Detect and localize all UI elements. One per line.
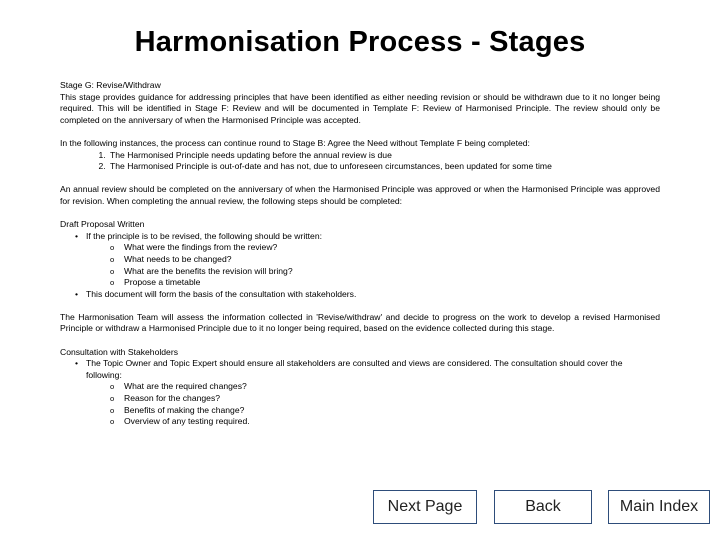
page-title: Harmonisation Process - Stages — [134, 26, 586, 58]
draft-list — [60, 231, 660, 301]
consultation-sub-list — [86, 381, 354, 427]
next-page-button[interactable]: Next Page — [373, 490, 477, 524]
list-item: 1. The Harmonised Principle needs updating before the annual review is due — [108, 150, 660, 162]
instances-lead: In the following instances, the process can continue round to Stage B: Agree the Need without Template F being completed: — [60, 137, 530, 148]
consultation-bullet-1: The Topic Owner and Topic Expert should ensure all stakeholders are consulted and views are considered. The consultation should cover the following: — [86, 358, 623, 380]
list-item: o What are the benefits the revision will bring? — [124, 266, 660, 278]
intro-paragraph: This stage provides guidance for addressing principles that have been identified as either needing revision or should be withdrawn due to it no longer being required. This will be identified in Stage F: Review and will be documented in Template F: Review of Harmonised Principle. The review should only be completed on the anniversary of when the Harmonised Principle was accepted. — [60, 91, 660, 125]
main-index-button[interactable]: Main Index — [608, 490, 710, 524]
consultation-heading: Consultation with Stakeholders — [60, 346, 178, 357]
assessment-paragraph: The Harmonisation Team will assess the information collected in 'Revise/withdraw' and decide to progress on the work to develop a revised Harmonised Principle or withdraw a Harmonised Principle due to it no longer being required, based on the evidence collected during this stage. — [60, 311, 660, 334]
annual-review-paragraph: An annual review should be completed on the anniversary of when the Harmonised Principle was approved or when the Harmonised Principle was approved for revision. When completing the annual review, the following steps should be completed: — [60, 184, 660, 206]
list-item: o Benefits of making the change? — [124, 405, 354, 417]
consultation-list — [60, 358, 660, 428]
list-item: o Overview of any testing required. — [124, 416, 354, 428]
back-button[interactable]: Back — [494, 490, 592, 524]
list-item: o Reason for the changes? — [124, 393, 354, 405]
stage-content — [60, 80, 660, 428]
list-item: o What were the findings from the review? — [124, 242, 660, 254]
draft-sub-list — [86, 242, 660, 288]
list-item — [86, 358, 660, 428]
list-item: 2. The Harmonised Principle is out-of-date and has not, due to unforeseen circumstances, been updated for some time — [108, 161, 660, 173]
instances-list — [60, 150, 660, 173]
stage-heading: Stage G: Revise/Withdraw — [60, 80, 161, 90]
list-item: o Propose a timetable — [124, 277, 660, 289]
list-item: • This document will form the basis of the consultation with stakeholders. — [86, 289, 660, 301]
list-item: o What needs to be changed? — [124, 254, 660, 266]
draft-bullet-1: If the principle is to be revised, the following should be written: — [86, 230, 322, 241]
list-item — [86, 231, 660, 289]
draft-heading: Draft Proposal Written — [60, 219, 145, 230]
list-item: o What are the required changes? — [124, 381, 354, 393]
